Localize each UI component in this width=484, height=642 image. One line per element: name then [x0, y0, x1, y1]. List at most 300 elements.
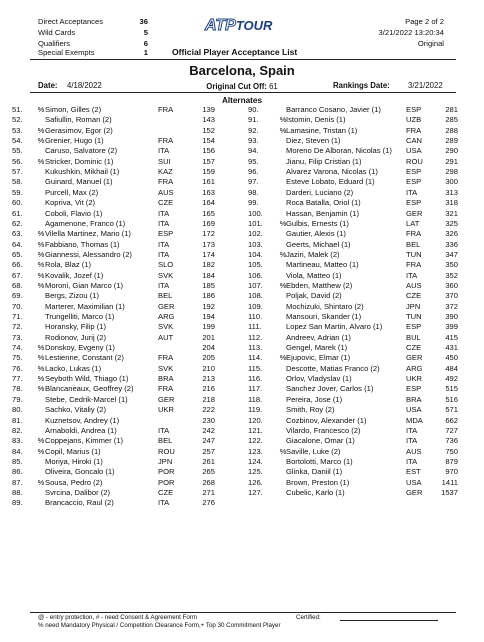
footer-rule	[30, 612, 456, 613]
entry-flag: %	[37, 363, 45, 373]
alternate-row	[248, 198, 458, 208]
entry-number: 100.	[248, 208, 263, 218]
player-country: FRA	[158, 105, 174, 114]
entry-flag: %	[37, 260, 45, 270]
info-rule	[30, 92, 456, 93]
alternate-row	[248, 167, 458, 177]
player-name: Jaziri, Malek (2)	[286, 249, 340, 259]
entry-number: 99.	[248, 198, 259, 208]
entry-number: 123.	[248, 446, 263, 456]
player-name: Descotte, Matias Franco (2)	[286, 363, 380, 373]
alternate-row	[12, 322, 222, 332]
player-country: ITA	[158, 239, 170, 249]
alternate-row	[12, 167, 222, 177]
player-rank: 201	[202, 332, 215, 342]
player-country: ITA	[158, 208, 170, 218]
player-rank: 261	[202, 456, 215, 466]
alternate-row	[248, 177, 458, 187]
player-name: Esteve Lobato, Eduard (1)	[286, 177, 375, 187]
player-name: Ebden, Matthew (2)	[286, 280, 353, 290]
entry-flag: %	[37, 156, 45, 166]
player-country: FRA	[406, 229, 422, 239]
entry-flag: %	[37, 374, 45, 384]
alternate-row	[12, 126, 222, 136]
summary-label-wildcards: Wild Cards	[38, 28, 76, 37]
player-country: ITA	[158, 249, 170, 259]
player-name: Jianu, Filip Cristian (1)	[286, 156, 362, 166]
player-name: Lamasine, Tristan (1)	[286, 125, 358, 135]
player-name: Kopriva, Vit (2)	[45, 198, 96, 208]
alternate-row	[12, 395, 222, 405]
player-name: Andreev, Adrian (1)	[286, 332, 351, 342]
entry-number: 98.	[248, 187, 259, 197]
player-country: ESP	[406, 198, 422, 208]
player-rank: 736	[445, 436, 458, 446]
tournament-city: Barcelona, Spain	[189, 63, 295, 78]
player-rank: 492	[445, 374, 458, 384]
alternate-row	[248, 260, 458, 270]
player-country: SLO	[158, 260, 174, 270]
player-country: SVK	[158, 322, 174, 332]
player-name: Moreno De Alboran, Nicolas (1)	[286, 146, 392, 156]
page-number: Page 2 of 2	[405, 17, 444, 26]
player-name: Gengel, Marek (1)	[286, 343, 348, 353]
player-name: Kovalik, Jozef (1)	[45, 270, 104, 280]
alternate-row	[248, 333, 458, 343]
alternate-row	[248, 312, 458, 322]
player-name: Glinka, Daniil (1)	[286, 467, 343, 477]
alternate-row	[248, 478, 458, 488]
player-name: Stebe, Cedrik-Marcel (1)	[45, 394, 128, 404]
entry-number: 112.	[248, 332, 263, 342]
entry-number: 79.	[12, 394, 23, 404]
alternate-row	[248, 115, 458, 125]
player-country: ITA	[406, 456, 418, 466]
player-rank: 152	[202, 125, 215, 135]
footer-legend-2: % need Mandatory Physical / Competition Clearance Form,+ Top 30 Commitment Player	[38, 622, 281, 629]
player-country: ITA	[158, 146, 170, 156]
player-rank: 184	[202, 270, 215, 280]
player-rank: 169	[202, 218, 215, 228]
player-rank: 1537	[441, 487, 458, 497]
entry-number: 92.	[248, 125, 259, 135]
alternate-row	[12, 209, 222, 219]
entry-number: 75.	[12, 353, 23, 363]
entry-flag: %	[37, 477, 45, 487]
alternate-row	[248, 395, 458, 405]
alternate-row	[12, 343, 222, 353]
player-rank: 165	[202, 208, 215, 218]
entry-number: 94.	[248, 146, 259, 156]
entry-flag: %	[279, 353, 287, 363]
entry-number: 103.	[248, 239, 263, 249]
alternate-row	[12, 260, 222, 270]
alternate-row	[248, 467, 458, 477]
entry-number: 119.	[248, 405, 263, 415]
player-rank: 289	[445, 136, 458, 146]
player-name: Blancaneaux, Geoffrey (2)	[45, 384, 134, 394]
alternate-row	[248, 447, 458, 457]
entry-number: 71.	[12, 312, 23, 321]
player-name: Stricker, Dominic (1)	[45, 156, 114, 166]
rankings-date-value: 3/21/2022	[408, 81, 443, 90]
player-country: USA	[406, 146, 422, 156]
entry-number: 107.	[248, 280, 263, 290]
alternate-row	[12, 240, 222, 250]
player-country: TUN	[406, 312, 422, 321]
entry-number: 102.	[248, 229, 263, 239]
player-country: ITA	[158, 425, 170, 435]
player-name: Brown, Preston (1)	[286, 477, 350, 487]
entry-number: 84.	[12, 446, 23, 456]
player-country: EST	[406, 467, 421, 477]
alternate-row	[12, 146, 222, 156]
player-name: Sousa, Pedro (2)	[45, 477, 103, 487]
player-country: UZB	[406, 115, 422, 125]
certified-signature-line	[340, 620, 438, 621]
player-rank: 336	[445, 239, 458, 249]
entry-number: 90.	[248, 105, 259, 114]
player-rank: 281	[445, 105, 458, 114]
player-rank: 271	[202, 487, 215, 497]
player-country: SVK	[158, 363, 174, 373]
player-rank: 204	[202, 343, 215, 353]
alternate-row	[12, 188, 222, 198]
alternate-row	[248, 302, 458, 312]
player-name: Pereira, Jose (1)	[286, 394, 343, 404]
entry-flag: %	[279, 249, 287, 259]
player-country: ESP	[406, 105, 422, 114]
alternate-row	[12, 457, 222, 467]
alternate-row	[12, 333, 222, 343]
player-country: ESP	[158, 229, 174, 239]
player-country: BEL	[158, 436, 173, 446]
player-country: JPN	[406, 301, 421, 311]
player-rank: 290	[445, 146, 458, 156]
player-name: Donskoy, Evgeny (1)	[45, 343, 115, 353]
alternate-row	[248, 343, 458, 353]
player-name: Moriya, Hiroki (1)	[45, 456, 103, 466]
entry-number: 113.	[248, 343, 263, 353]
player-rank: 350	[445, 260, 458, 270]
entry-number: 57.	[12, 167, 23, 177]
entry-number: 78.	[12, 384, 23, 394]
entry-flag: %	[279, 115, 287, 125]
certified-label: Certified:	[296, 614, 321, 621]
player-name: Saville, Luke (2)	[286, 446, 341, 456]
alternate-row	[248, 488, 458, 498]
player-rank: 288	[445, 125, 458, 135]
player-name: Brancaccio, Raul (2)	[45, 498, 114, 508]
player-name: Diez, Steven (1)	[286, 136, 341, 146]
player-name: Gulbis, Ernests (1)	[286, 218, 349, 228]
entry-number: 96.	[248, 167, 259, 177]
player-name: Viola, Matteo (1)	[286, 270, 342, 280]
player-name: Mansouri, Skander (1)	[286, 312, 362, 321]
player-rank: 291	[445, 156, 458, 166]
player-country: UKR	[406, 374, 423, 384]
player-name: Poljak, David (2)	[286, 291, 342, 301]
player-rank: 185	[202, 280, 215, 290]
alternate-row	[248, 457, 458, 467]
document-subtitle: Official Player Acceptance List	[172, 47, 298, 57]
player-rank: 186	[202, 291, 215, 301]
player-rank: 360	[445, 280, 458, 290]
player-name: Oliveira, Goncalo (1)	[45, 467, 115, 477]
player-country: GER	[158, 301, 175, 311]
alternate-row	[12, 281, 222, 291]
player-country: BEL	[158, 291, 173, 301]
date-value: 4/18/2022	[67, 81, 102, 90]
player-rank: 285	[445, 115, 458, 125]
player-rank: 390	[445, 312, 458, 321]
alternate-row	[248, 136, 458, 146]
alternate-row	[248, 105, 458, 115]
player-rank: 347	[445, 249, 458, 259]
player-name: Hassan, Benjamin (1)	[286, 208, 360, 218]
entry-number: 69.	[12, 291, 23, 301]
alternate-row	[12, 488, 222, 498]
alternate-row	[248, 374, 458, 384]
entry-number: 87.	[12, 477, 23, 487]
player-name: Moroni, Gian Marco (1)	[45, 280, 124, 290]
player-country: JPN	[158, 456, 173, 466]
entry-number: 62.	[12, 218, 23, 228]
entry-number: 67.	[12, 270, 23, 280]
entry-number: 110.	[248, 312, 263, 321]
player-name: Geerts, Michael (1)	[286, 239, 351, 249]
player-rank: 182	[202, 260, 215, 270]
player-country: TUN	[406, 249, 422, 259]
player-country: FRA	[406, 125, 422, 135]
entry-number: 74.	[12, 343, 23, 353]
entry-number: 126.	[248, 477, 263, 487]
player-rank: 313	[445, 187, 458, 197]
player-country: BRA	[406, 394, 422, 404]
alternate-row	[12, 250, 222, 260]
player-rank: 970	[445, 467, 458, 477]
player-name: Cozbinov, Alexander (1)	[286, 415, 367, 425]
player-name: Orlov, Vladyslav (1)	[286, 374, 352, 384]
player-country: FRA	[158, 353, 174, 363]
player-country: GER	[406, 208, 423, 218]
player-country: AUS	[406, 446, 422, 456]
alternate-row	[12, 374, 222, 384]
alternate-row	[248, 229, 458, 239]
player-rank: 157	[202, 156, 215, 166]
player-rank: 300	[445, 177, 458, 187]
entry-number: 101.	[248, 218, 263, 228]
alternate-row	[12, 426, 222, 436]
entry-number: 118.	[248, 394, 263, 404]
player-name: Purcell, Max (2)	[45, 187, 99, 197]
player-country: FRA	[158, 384, 174, 394]
player-country: ITA	[406, 436, 418, 446]
alternate-row	[12, 312, 222, 322]
alternate-row	[248, 209, 458, 219]
entry-number: 122.	[248, 436, 263, 446]
entry-number: 95.	[248, 156, 259, 166]
player-name: Smith, Roy (2)	[286, 405, 335, 415]
player-rank: 194	[202, 312, 215, 321]
player-country: MDA	[406, 415, 423, 425]
alternate-row	[248, 364, 458, 374]
footer-legend-1: @ - entry protection, # - need Consent & Agreement Form	[38, 614, 197, 621]
entry-number: 65.	[12, 249, 23, 259]
player-country: ITA	[158, 280, 170, 290]
player-country: FRA	[158, 177, 174, 187]
player-country: USA	[406, 477, 422, 487]
entry-flag: %	[37, 136, 45, 146]
entry-number: 53.	[12, 125, 23, 135]
player-name: Seyboth Wild, Thiago (1)	[45, 374, 129, 384]
entry-number: 56.	[12, 156, 23, 166]
entry-flag: %	[37, 384, 45, 394]
player-name: Giannessi, Alessandro (2)	[45, 249, 132, 259]
player-name: Istomin, Denis (1)	[286, 115, 346, 125]
entry-number: 85.	[12, 456, 23, 466]
player-rank: 164	[202, 198, 215, 208]
player-name: Agamenone, Franco (1)	[45, 218, 126, 228]
player-name: Darderi, Luciano (2)	[286, 187, 354, 197]
player-name: Trungelliti, Marco (1)	[45, 312, 115, 321]
summary-value-special: 1	[143, 48, 148, 57]
player-name: Kukushkin, Mikhail (1)	[45, 167, 120, 177]
player-rank: 450	[445, 353, 458, 363]
player-rank: 370	[445, 291, 458, 301]
entry-number: 114.	[248, 353, 263, 363]
player-name: Lacko, Lukas (1)	[45, 363, 102, 373]
player-name: Grenier, Hugo (1)	[45, 136, 104, 146]
alternate-row	[12, 177, 222, 187]
entry-number: 64.	[12, 239, 23, 249]
player-name: Arnaboldi, Andrea (1)	[45, 425, 117, 435]
player-name: Marterer, Maximilian (1)	[45, 301, 125, 311]
entry-number: 109.	[248, 301, 263, 311]
generated-datetime: 3/21/2022 13:20:34	[378, 28, 444, 37]
player-name: Rola, Blaz (1)	[45, 260, 92, 270]
entry-number: 54.	[12, 136, 23, 146]
player-country: BEL	[406, 239, 421, 249]
alternate-row	[12, 198, 222, 208]
player-name: Guinard, Manuel (1)	[45, 177, 113, 187]
entry-number: 82.	[12, 425, 23, 435]
player-name: Gautier, Alexis (1)	[286, 229, 346, 239]
summary-label-special: Special Exempts	[38, 48, 95, 57]
player-rank: 750	[445, 446, 458, 456]
entry-flag: %	[37, 353, 45, 363]
alternate-row	[12, 136, 222, 146]
player-rank: 326	[445, 229, 458, 239]
entry-flag: %	[37, 343, 45, 353]
alternate-row	[248, 384, 458, 394]
player-country: GER	[406, 353, 423, 363]
alternate-row	[248, 157, 458, 167]
entry-number: 108.	[248, 291, 263, 301]
player-rank: 199	[202, 322, 215, 332]
entry-flag: %	[37, 229, 45, 239]
entry-number: 93.	[248, 136, 259, 146]
player-rank: 156	[202, 146, 215, 156]
entry-number: 70.	[12, 301, 23, 311]
entry-number: 121.	[248, 425, 263, 435]
entry-number: 124.	[248, 456, 263, 466]
player-rank: 216	[202, 384, 215, 394]
cutoff-label: Original Cut Off:	[206, 82, 267, 91]
alternate-row	[12, 478, 222, 488]
alternate-row	[248, 240, 458, 250]
entry-number: 59.	[12, 187, 23, 197]
player-country: ITA	[406, 187, 418, 197]
player-rank: 257	[202, 446, 215, 456]
player-country: ITA	[406, 425, 418, 435]
player-country: CZE	[158, 198, 174, 208]
player-country: SUI	[158, 156, 171, 166]
cutoff-value: 61	[269, 82, 278, 91]
summary-label-qualifiers: Qualifiers	[38, 39, 71, 48]
entry-number: 105.	[248, 260, 263, 270]
entry-number: 86.	[12, 467, 23, 477]
entry-number: 66.	[12, 260, 23, 270]
entry-number: 81.	[12, 415, 23, 425]
entry-flag: %	[37, 125, 45, 135]
player-name: Kuznetsov, Andrey (1)	[45, 415, 120, 425]
player-country: ARG	[406, 363, 423, 373]
player-rank: 431	[445, 343, 458, 353]
entry-number: 91.	[248, 115, 259, 125]
alternate-row	[12, 302, 222, 312]
player-rank: 415	[445, 332, 458, 342]
rankings-date-label: Rankings Date:	[333, 81, 390, 90]
player-name: Copil, Marius (1)	[45, 446, 101, 456]
player-country: ROU	[406, 156, 423, 166]
header-rule	[30, 59, 456, 60]
entry-number: 60.	[12, 198, 23, 208]
alternate-row	[12, 291, 222, 301]
player-rank: 727	[445, 425, 458, 435]
player-name: Barranco Cosano, Javier (1)	[286, 105, 381, 114]
date-label: Date:	[38, 81, 58, 90]
entry-number: 115.	[248, 363, 263, 373]
player-name: Caruso, Salvatore (2)	[45, 146, 118, 156]
player-rank: 139	[202, 105, 215, 114]
player-rank: 210	[202, 363, 215, 373]
player-rank: 159	[202, 167, 215, 177]
player-name: Roca Batalla, Oriol (1)	[286, 198, 361, 208]
player-rank: 372	[445, 301, 458, 311]
player-name: Fabbiano, Thomas (1)	[45, 239, 120, 249]
player-country: ROU	[158, 446, 175, 456]
player-rank: 352	[445, 270, 458, 280]
player-name: Bergs, Zizou (1)	[45, 291, 100, 301]
entry-number: 104.	[248, 249, 263, 259]
entry-flag: %	[279, 218, 287, 228]
player-rank: 571	[445, 405, 458, 415]
logo-atp: ATP	[205, 17, 236, 34]
player-country: GER	[406, 487, 423, 497]
entry-number: 97.	[248, 177, 259, 187]
player-country: ESP	[406, 384, 422, 394]
player-name: Bortolotti, Marco (1)	[286, 456, 353, 466]
player-country: LAT	[406, 218, 420, 228]
player-name: Sanchez Jover, Carlos (1)	[286, 384, 374, 394]
alternate-row	[248, 291, 458, 301]
player-country: GER	[158, 394, 175, 404]
alternate-row	[248, 405, 458, 415]
entry-flag: %	[37, 446, 45, 456]
player-country: USA	[406, 405, 422, 415]
alternate-row	[12, 353, 222, 363]
